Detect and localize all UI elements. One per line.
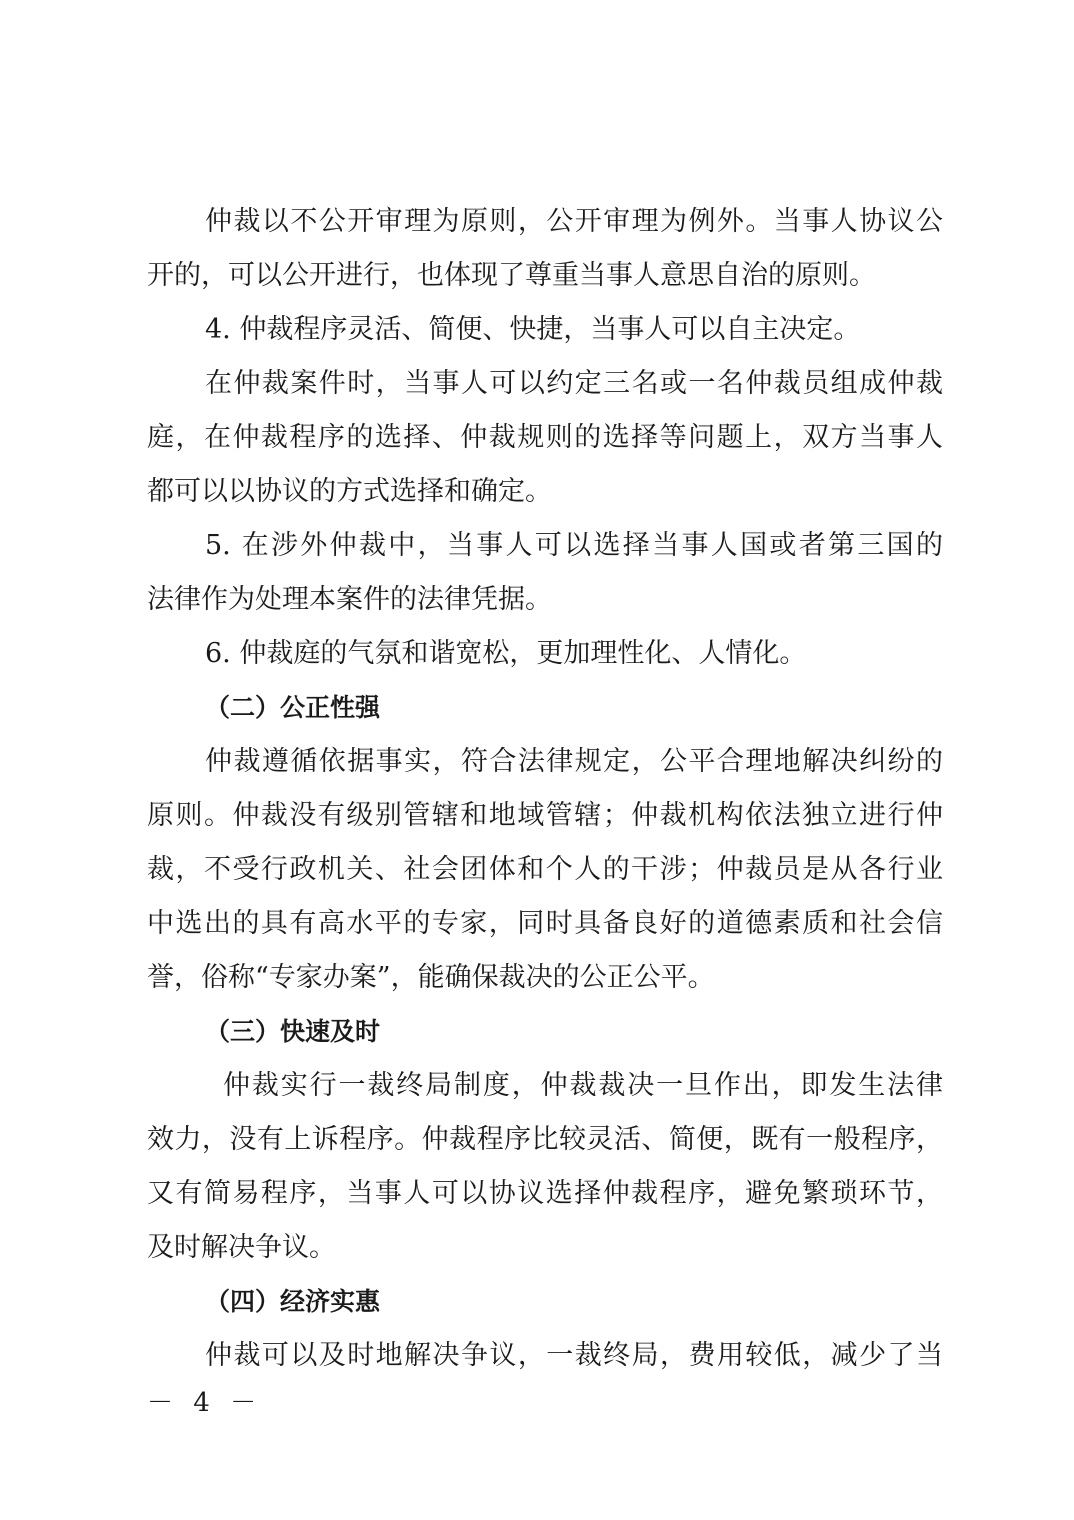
body-text-line: 庭，在仲裁程序的选择、仲裁规则的选择等问题上，双方当事人 <box>147 422 943 453</box>
numbered-point-line: 5. 在涉外仲裁中，当事人可以选择当事人国或者第三国的 <box>205 530 943 561</box>
body-text-line: 开的，可以公开进行，也体现了尊重当事人意思自治的原则。 <box>147 260 876 291</box>
page-number: － 4 － <box>147 1388 263 1418</box>
numbered-point-line: 6. 仲裁庭的气氛和谐宽松，更加理性化、人情化。 <box>205 638 807 669</box>
body-text-line: 法律作为处理本案件的法律凭据。 <box>147 584 552 615</box>
body-text-line: 仲裁遵循依据事实，符合法律规定，公平合理地解决纠纷的 <box>205 746 943 777</box>
body-text-line: 仲裁可以及时地解决争议，一裁终局，费用较低，减少了当 <box>205 1340 943 1371</box>
body-text-line: 原则。仲裁没有级别管辖和地域管辖；仲裁机构依法独立进行仲 <box>147 800 943 831</box>
body-text-line: 又有简易程序，当事人可以协议选择仲裁程序，避免繁琐环节， <box>147 1178 943 1209</box>
body-text-line: 仲裁实行一裁终局制度，仲裁裁决一旦作出，即发生法律 <box>223 1070 943 1101</box>
body-text-line: 都可以以协议的方式选择和确定。 <box>147 476 552 507</box>
document-body <box>147 195 943 1383</box>
body-text-line: 仲裁以不公开审理为原则，公开审理为例外。当事人协议公 <box>205 206 943 237</box>
body-text-line: 誉，俗称“专家办案”，能确保裁决的公正公平。 <box>147 962 715 993</box>
section-heading: （四）经济实惠 <box>205 1287 381 1316</box>
numbered-point-line: 4. 仲裁程序灵活、简便、快捷，当事人可以自主决定。 <box>205 314 861 345</box>
section-heading: （三）快速及时 <box>205 1017 381 1046</box>
body-text-line: 中选出的具有高水平的专家，同时具备良好的道德素质和社会信 <box>147 908 943 939</box>
body-text-line: 在仲裁案件时，当事人可以约定三名或一名仲裁员组成仲裁 <box>205 368 943 399</box>
body-text-line: 效力，没有上诉程序。仲裁程序比较灵活、简便，既有一般程序， <box>147 1124 943 1155</box>
section-heading: （二）公正性强 <box>205 693 381 722</box>
body-text-line: 裁，不受行政机关、社会团体和个人的干涉；仲裁员是从各行业 <box>147 854 943 885</box>
body-text-line: 及时解决争议。 <box>147 1232 336 1263</box>
